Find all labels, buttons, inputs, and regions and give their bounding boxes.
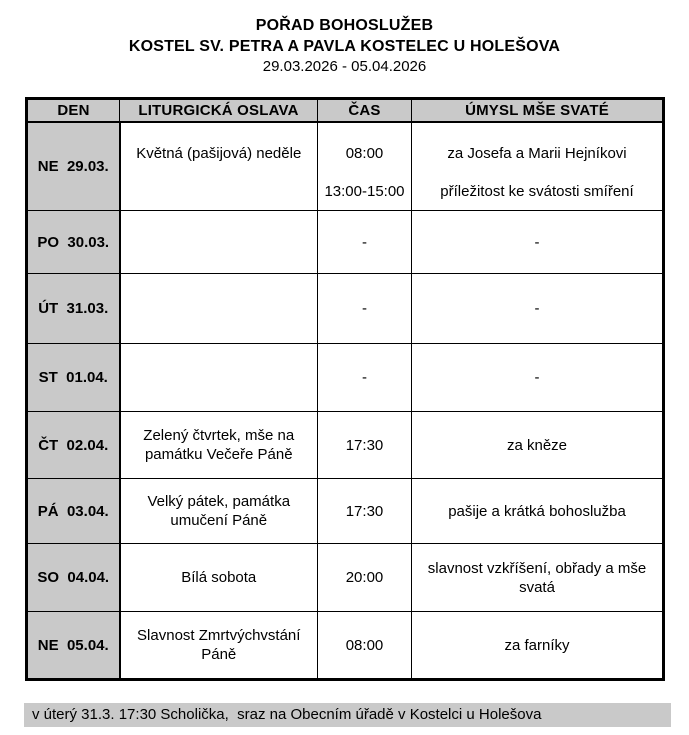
- table-row: [27, 612, 664, 680]
- time-cell: -: [318, 274, 412, 344]
- liturgy-cell: Bílá sobota: [120, 544, 318, 612]
- intention-cell: za kněze: [412, 412, 664, 479]
- intention-cell: slavnost vzkříšení, obřady a mše svatá: [412, 544, 664, 612]
- liturgy-cell: [120, 344, 318, 412]
- liturgy-cell: Velký pátek, památka umučení Páně: [120, 479, 318, 544]
- day-cell: ČT 02.04.: [27, 412, 120, 479]
- page-title: POŘAD BOHOSLUŽEB: [255, 17, 434, 34]
- document-header: [0, 0, 689, 77]
- time-entry: 13:00-15:00: [324, 183, 405, 200]
- time-cell: [318, 122, 412, 211]
- day-cell: NE 05.04.: [27, 612, 120, 680]
- liturgy-cell: [120, 274, 318, 344]
- table-row: [27, 479, 664, 544]
- liturgy-cell: [120, 211, 318, 274]
- page-subtitle: KOSTEL SV. PETRA A PAVLA KOSTELEC U HOLEŠOVA: [128, 38, 561, 55]
- footer-note: v úterý 31.3. 17:30 Scholička, sraz na Obecním úřadě v Kostelci u Holešova: [24, 703, 671, 727]
- table-row: [27, 122, 664, 211]
- column-header-umysl: ÚMYSL MŠE SVATÉ: [412, 99, 664, 123]
- column-header-den: DEN: [27, 99, 120, 123]
- day-cell: SO 04.04.: [27, 544, 120, 612]
- time-cell: 08:00: [318, 612, 412, 680]
- intention-cell: -: [412, 274, 664, 344]
- table-row: [27, 544, 664, 612]
- liturgy-cell: [120, 122, 318, 211]
- time-entry: 08:00: [345, 145, 384, 162]
- day-cell: PO 30.03.: [27, 211, 120, 274]
- column-header-oslava: LITURGICKÁ OSLAVA: [120, 99, 318, 123]
- time-cell: -: [318, 211, 412, 274]
- day-cell: PÁ 03.04.: [27, 479, 120, 544]
- intention-entry: příležitost ke svátosti smíření: [440, 183, 634, 200]
- liturgy-cell: Zelený čtvrtek, mše na památku Večeře Páně: [120, 412, 318, 479]
- table-header-row: [27, 99, 664, 123]
- day-cell: ÚT 31.03.: [27, 274, 120, 344]
- date-range: 29.03.2026 - 05.04.2026: [262, 58, 427, 75]
- intention-cell: [412, 122, 664, 211]
- time-cell: 20:00: [318, 544, 412, 612]
- table-row: [27, 412, 664, 479]
- intention-cell: pašije a krátká bohoslužba: [412, 479, 664, 544]
- intention-entry: za Josefa a Marii Hejníkovi: [447, 145, 627, 162]
- day-cell: NE 29.03.: [27, 122, 120, 211]
- liturgy-cell: Slavnost Zmrtvýchvstání Páně: [120, 612, 318, 680]
- day-cell: ST 01.04.: [27, 344, 120, 412]
- liturgy-text: Květná (pašijová) neděle: [136, 145, 302, 162]
- table-row: [27, 211, 664, 274]
- column-header-cas: ČAS: [318, 99, 412, 123]
- intention-cell: -: [412, 344, 664, 412]
- schedule-table: [25, 97, 665, 681]
- intention-cell: za farníky: [412, 612, 664, 680]
- time-cell: -: [318, 344, 412, 412]
- time-cell: 17:30: [318, 479, 412, 544]
- intention-cell: -: [412, 211, 664, 274]
- table-row: [27, 274, 664, 344]
- table-row: [27, 344, 664, 412]
- time-cell: 17:30: [318, 412, 412, 479]
